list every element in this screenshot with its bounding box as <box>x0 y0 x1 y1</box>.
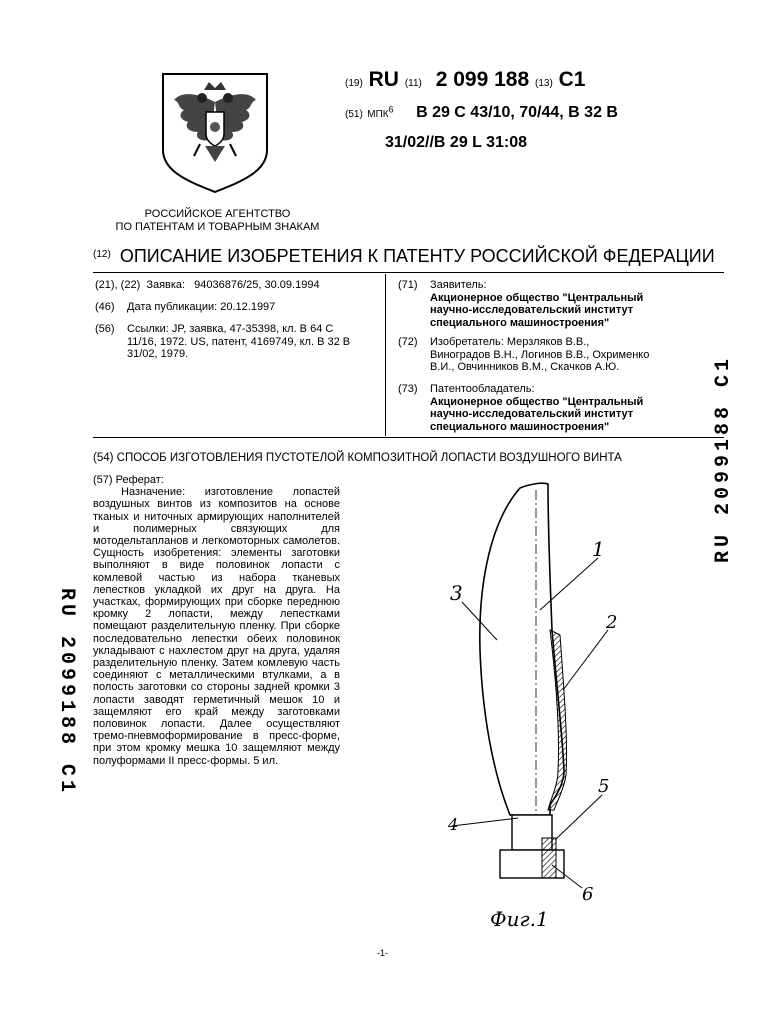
code-13: (13) <box>535 78 553 89</box>
field-21-22: (21), (22) Заявка: 94036876/25, 30.09.1994 <box>95 279 320 291</box>
field-73: (73) Патентообладатель: Акционерное общество "Центральный научно-исследовательский институт специального машиностроения" <box>398 383 644 433</box>
label-1: 1 <box>592 537 605 561</box>
field-71: (71) Заявитель: Акционерное общество "Центральный научно-исследовательский институт специального машиностроения" <box>398 279 644 329</box>
agency-line-1: РОССИЙСКОЕ АГЕНТСТВО <box>144 208 291 220</box>
emblem-logo <box>160 72 270 194</box>
seal-bag <box>542 838 556 878</box>
side-code-right: RU 2099188 C1 <box>712 355 735 564</box>
abstract-code: (57) <box>93 474 113 486</box>
label-3: 3 <box>450 581 463 605</box>
patent-number: 2 099 188 <box>435 68 530 91</box>
agency-name <box>105 208 330 234</box>
leader-5 <box>555 795 602 840</box>
invention-title: (54) СПОСОБ ИЗГОТОВЛЕНИЯ ПУСТОТЕЛОЙ КОМПОЗИТНОЙ ЛОПАСТИ ВОЗДУШНОГО ВИНТА <box>93 452 622 464</box>
abstract-body: Назначение: изготовление лопастей воздушных винтов из композитов на основе тканых и ниточных армирующих наполнителей и полимерных связующих для мотодельтапланов и легкомоторных самолетов. Сущность изобретения: элементы заготовки выполняют в виде половинок лопасти с комлевой частью из набора тканевых лепестков укладкой их друг на друга. На участках, формирующих при сборке переднюю кромку 2 лопасти, между лепестками помещают разделительную пленку. При сборке последовательно лепестки обеих половинок укладывают с нахлестом друг на друга, удаляя разделительную пленку. Затем комлевую часть соединяют с металлическими втулками, а в полость заготовки со стороны задней кромки 3 лопасти заводят герметичный мешок 10 и защемляют его край между заготовками половинок лопасти. Далее осуществляют тремо-пневмоформирование в пресс-форме, при этом кромку мешка 10 защемляют между полуформами II пресс-формы. 5 ил. <box>93 486 340 767</box>
divider-bottom <box>93 437 724 438</box>
patent-number-line <box>345 68 586 92</box>
document-title <box>93 246 715 267</box>
kind-code: C1 <box>558 68 586 91</box>
leader-4 <box>452 818 518 826</box>
code-12: (12) <box>93 249 111 260</box>
document-title-text: ОПИСАНИЕ ИЗОБРЕТЕНИЯ К ПАТЕНТУ РОССИЙСКОЙ ФЕДЕРАЦИИ <box>119 246 715 266</box>
abstract <box>93 474 340 767</box>
blade-outline <box>480 483 564 815</box>
leader-2 <box>563 630 608 690</box>
code-51: (51) <box>345 109 363 120</box>
column-divider <box>385 274 386 436</box>
label-2: 2 <box>606 612 618 633</box>
code-11: (11) <box>404 78 422 89</box>
divider-top <box>93 272 724 273</box>
label-4: 4 <box>448 815 459 834</box>
label-5: 5 <box>598 776 610 797</box>
field-56: (56) Ссылки: JP, заявка, 47-35398, кл. В 64 С 11/16, 1972. US, патент, 4169749, кл. В 32 В 31/02, 1979. <box>95 323 351 360</box>
page-number: -1- <box>377 948 388 958</box>
figure-caption: Фиг.1 <box>490 907 549 931</box>
abstract-label: Реферат: <box>115 474 164 486</box>
ipc-classes-2: 31/02//B 29 L 31:08 <box>385 134 528 151</box>
mpk-label: МПК$^6$ <box>367 104 394 120</box>
code-19: (19) <box>345 78 363 89</box>
ipc-line-1 <box>345 104 618 122</box>
ipc-classes-1: B 29 C 43/10, 70/44, B 32 B <box>416 104 618 121</box>
side-code-left: RU 2099188 C1 <box>55 588 78 797</box>
country-code: RU <box>368 68 399 91</box>
agency-line-2: ПО ПАТЕНТАМ И ТОВАРНЫМ ЗНАКАМ <box>115 221 320 233</box>
blade-figure <box>430 470 690 940</box>
label-6: 6 <box>582 884 594 905</box>
field-46: (46) Дата публикации: 20.12.1997 <box>95 301 276 313</box>
field-72: (72) Изобретатель: Мерзляков В.В., Виноградов В.Н., Логинов В.В., Охрименко В.И., Овчинников В.М., Скачков А.Ю. <box>398 336 650 373</box>
